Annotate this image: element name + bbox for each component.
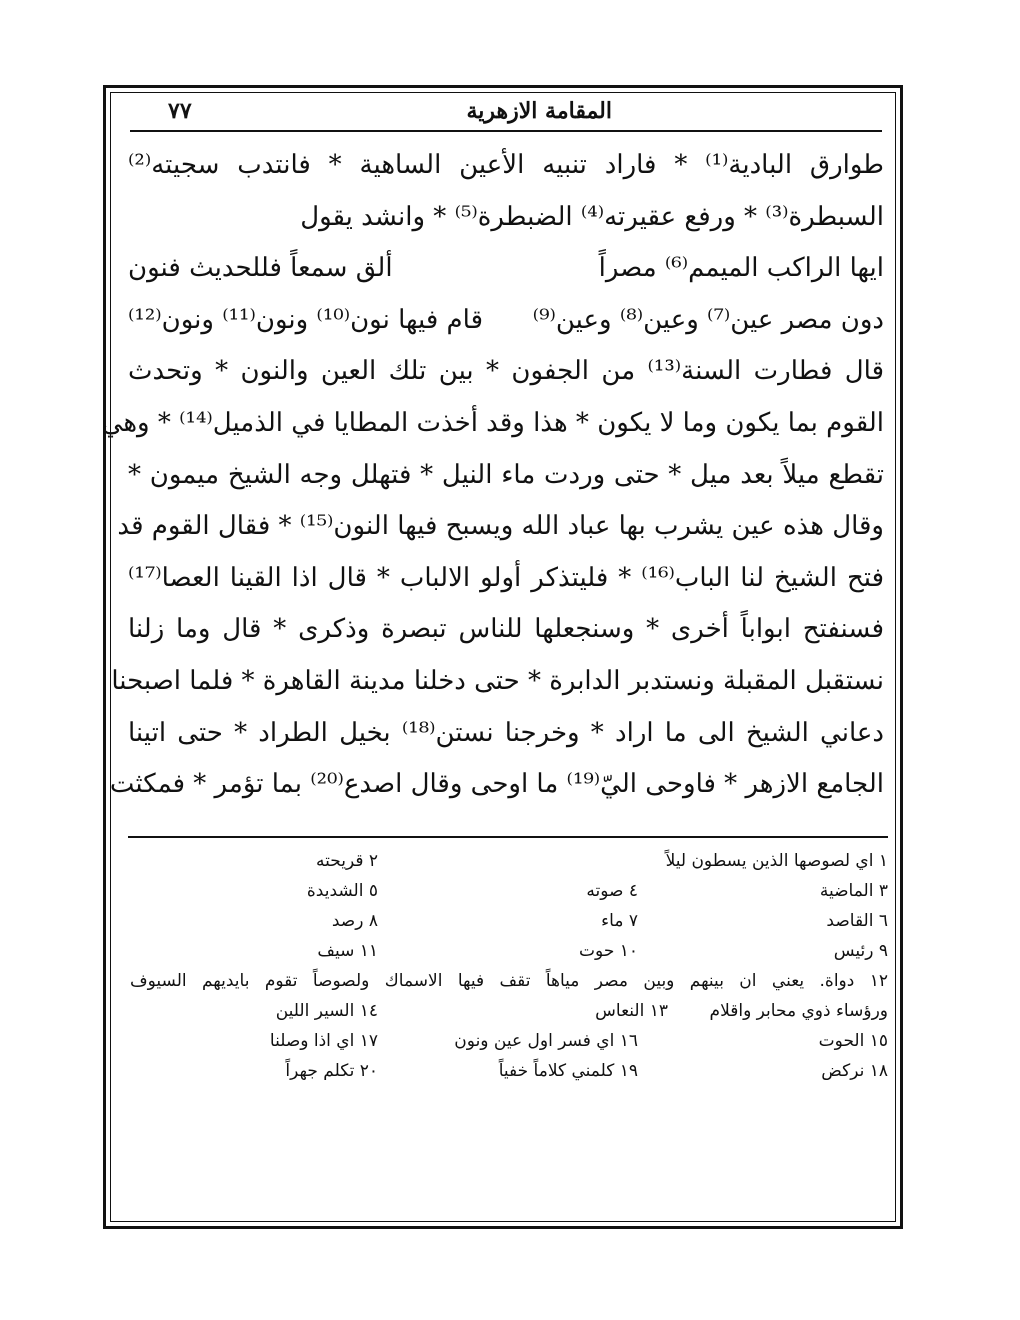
page-header: [130, 96, 882, 130]
page-number: ٧٧: [168, 98, 192, 124]
footnotes-rule: [128, 836, 888, 838]
footnote-continuation: ورؤساء ذوي محابر واقلام: [709, 1001, 888, 1021]
footnote-row: [130, 996, 888, 1026]
footnotes: [130, 846, 888, 1086]
body-line: الجامع الازهر * فاوحى اليّ⁽¹⁹⁾ ما اوحى وقال اصدع⁽²⁰⁾ بما تؤمر * فمكثت: [109, 769, 884, 800]
footnote: ٤ صوته: [586, 881, 638, 901]
footnote: ١١ سيف: [317, 941, 378, 961]
footnote-row: [130, 906, 888, 936]
body-line: دعاني الشيخ الى ما اراد * وخرجنا نستن⁽¹⁸⁾ بخيل الطراد * حتى اتينا: [128, 717, 884, 748]
page-title: المقامة الازهرية: [466, 98, 612, 124]
body-line: السبطرة⁽³⁾ * ورفع عقيرته⁽⁴⁾ الضبطرة⁽⁵⁾ * وانشد يقول: [300, 201, 884, 232]
footnote: ٢ قريحته: [316, 851, 378, 871]
footnote: ١٦ اي فسر اول عين ونون: [454, 1031, 638, 1051]
footnote: ٢٠ تكلم جهراً: [285, 1061, 378, 1081]
footnote-row: [130, 846, 888, 876]
verse-hemistich: دون مصر عين⁽⁷⁾ وعين⁽⁸⁾ وعين⁽⁹⁾: [532, 304, 884, 335]
footnote: ١٤ السير اللين: [275, 1001, 378, 1021]
footnote-row: [130, 966, 888, 996]
footnote-row: [130, 1026, 888, 1056]
footnote: ٦ القاصد: [826, 911, 888, 931]
verse-hemistich: ايها الراكب الميمم⁽⁶⁾ مصراً: [598, 253, 884, 284]
verse-hemistich: ألق سمعاً فللحديث فنون: [128, 253, 393, 284]
body-line: تقطع ميلاً بعد ميل * حتى وردت ماء النيل * فتهلل وجه الشيخ ميمون *: [128, 459, 884, 490]
body-line: فسنفتح ابواباً أخرى * وسنجعلها للناس تبصرة وذكرى * قال وما زلنا: [128, 614, 884, 645]
footnote: ٣ الماضية: [819, 881, 888, 901]
footnote: ١٥ الحوت: [818, 1031, 888, 1051]
body-line: قال فطارت السنة⁽¹³⁾ من الجفون * بين تلك العين والنون * وتحدث: [128, 356, 884, 387]
footnote: ١٢ دواة. يعني ان بينهم وبين مصر مياهاً تقف فيها الاسماك ولصوصاً تقوم بايديهم السيوف: [130, 971, 888, 991]
header-rule: [130, 130, 882, 132]
verse-hemistich: قام فيها نون⁽¹⁰⁾ ونون⁽¹¹⁾ ونون⁽¹²⁾: [128, 304, 483, 335]
footnote-row: [130, 936, 888, 966]
body-text: [101, 140, 884, 811]
body-line: القوم بما يكون وما لا يكون * هذا وقد أخذت المطايا في الذميل⁽¹⁴⁾ * وهي: [101, 407, 884, 438]
footnote-row: [130, 876, 888, 906]
verse-line: [128, 295, 884, 347]
footnote: ١ اي لصوصها الذين يسطون ليلاً: [665, 851, 888, 871]
footnote: ٨ رصد: [331, 911, 378, 931]
footnote: ١٧ اي اذا وصلنا: [269, 1031, 378, 1051]
body-line: نستقبل المقبلة ونستدبر الدابرة * حتى دخلنا مدينة القاهرة * فلما اصبحنا: [111, 665, 884, 696]
footnote-row: [130, 1056, 888, 1086]
body-line: فتح الشيخ لنا الباب⁽¹⁶⁾ * فليتذكر أولو الالباب * قال اذا القينا العصا⁽¹⁷⁾: [128, 562, 884, 593]
footnote: ٧ ماء: [601, 911, 638, 931]
footnote: ١٠ حوت: [579, 941, 638, 961]
footnote: ١٣ النعاس: [595, 1001, 668, 1021]
body-line: طوارق البادية⁽¹⁾ * فاراد تنبيه الأعين الساهية * فانتدب سجيته⁽²⁾: [128, 150, 884, 180]
footnote: ١٨ نركض: [821, 1061, 888, 1081]
body-line: وقال هذه عين يشرب بها عباد الله ويسبح فيها النون⁽¹⁵⁾ * فقال القوم قد: [117, 511, 884, 542]
verse-line: [128, 243, 884, 295]
footnote: ٥ الشديدة: [306, 881, 378, 901]
footnote: ٩ رئيس: [833, 941, 888, 961]
footnote: ١٩ كلمني كلاماً خفياً: [498, 1061, 638, 1081]
